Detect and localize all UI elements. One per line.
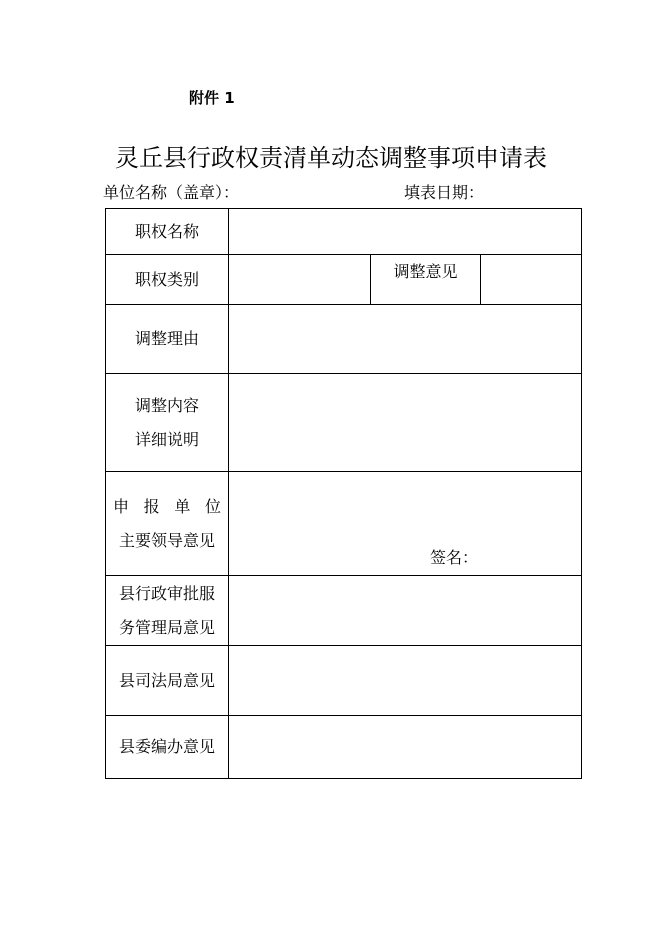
unit-leader-char: 位 [204, 496, 221, 516]
unit-leader-field[interactable] [229, 472, 582, 576]
unit-name-label: 单位名称（盖章）： [103, 183, 240, 202]
adjust-opinion-field[interactable] [481, 255, 582, 305]
adjust-detail-field[interactable] [229, 374, 582, 472]
attachment-label: 附件 1 [189, 89, 235, 107]
signature-label: 签名： [430, 548, 479, 567]
adjust-reason-field[interactable] [229, 305, 582, 374]
power-category-field[interactable] [229, 255, 371, 305]
unit-leader-line1 [106, 490, 228, 524]
page-title: 灵丘县行政权责清单动态调整事项申请表 [115, 144, 547, 172]
approval-bureau-label [106, 576, 229, 646]
approval-bureau-line1: 县行政审批服 [118, 583, 215, 603]
approval-bureau-line2: 务管理局意见 [118, 617, 215, 637]
row-approval-bureau [106, 576, 582, 646]
committee-office-label: 县委编办意见 [106, 716, 229, 779]
fill-date-label: 填表日期： [404, 183, 485, 202]
row-power-name [106, 209, 582, 255]
row-unit-leader [106, 472, 582, 576]
unit-leader-char: 申 [113, 496, 130, 516]
unit-leader-label [106, 472, 229, 576]
power-category-label: 职权类别 [106, 255, 229, 305]
row-committee-office [106, 716, 582, 779]
row-adjust-detail [106, 374, 582, 472]
application-form-table [105, 208, 582, 779]
justice-bureau-field[interactable] [229, 646, 582, 716]
adjust-reason-label: 调整理由 [106, 305, 229, 374]
adjust-detail-line1: 调整内容 [134, 395, 199, 415]
row-power-category [106, 255, 582, 305]
unit-leader-char: 报 [143, 496, 160, 516]
unit-leader-line2: 主要领导意见 [118, 530, 215, 550]
power-name-field[interactable] [229, 209, 582, 255]
committee-office-field[interactable] [229, 716, 582, 779]
row-adjust-reason [106, 305, 582, 374]
row-justice-bureau [106, 646, 582, 716]
justice-bureau-label: 县司法局意见 [106, 646, 229, 716]
unit-leader-char: 单 [174, 496, 191, 516]
approval-bureau-field[interactable] [229, 576, 582, 646]
adjust-opinion-label: 调整意见 [371, 255, 481, 305]
adjust-detail-line2: 详细说明 [134, 429, 199, 449]
adjust-detail-label [106, 374, 229, 472]
power-name-label: 职权名称 [106, 209, 229, 255]
